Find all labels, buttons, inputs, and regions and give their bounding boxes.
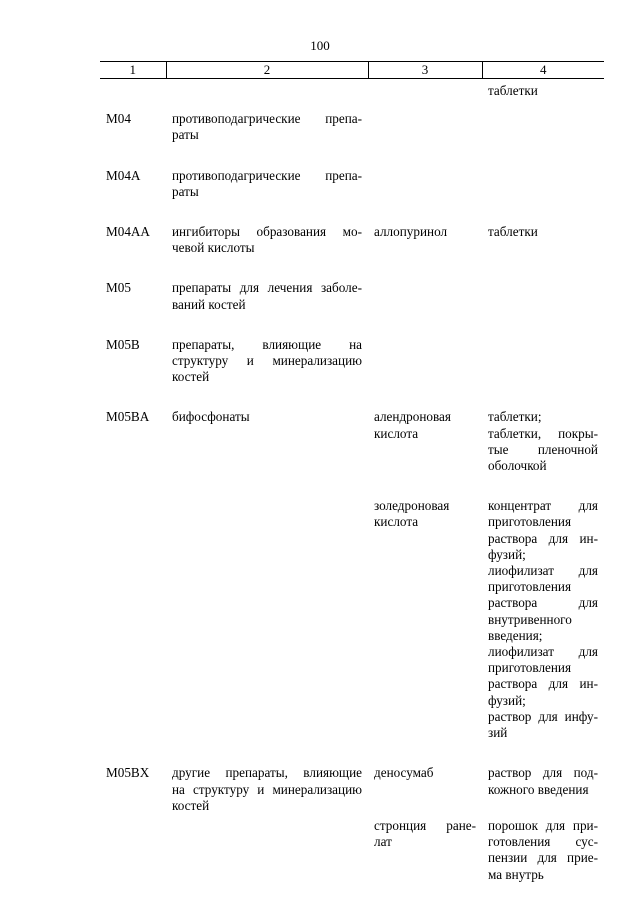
drug-name [368,79,482,112]
atc-code-text: M05 [106,280,131,296]
drug-name [368,765,482,818]
drug-name [368,168,482,224]
dosage-form [482,168,604,224]
group-name [166,337,368,410]
drug-name-line: аллопуринол [374,224,448,240]
atc-code-text: M05BA [106,409,150,425]
group-name [166,818,368,883]
atc-code [100,280,166,336]
group-name-line: костей [172,369,210,385]
group-name [166,765,368,818]
dosage-form-line: пензии для прие- [488,850,598,866]
group-name [166,224,368,280]
dosage-form-line: приготовления [488,514,572,530]
atc-code-text: M04 [106,111,131,127]
group-name [166,111,368,167]
atc-code [100,498,166,765]
dosage-form-line: порошок для при- [488,817,598,833]
drug-name-line: алендроновая [374,409,451,425]
dosage-form [482,409,604,498]
dosage-form-line: лиофилизат для [488,644,598,660]
drug-name [368,224,482,280]
dosage-form-line: таблетки [488,83,538,98]
group-name-line: на структуру и минерализацию [172,781,362,797]
group-name [166,168,368,224]
page-number: 100 [310,38,330,53]
table-row [100,280,604,336]
atc-code [100,111,166,167]
drug-name [368,280,482,336]
table-row [100,224,604,280]
dosage-form-line: тые пленочной [488,441,598,457]
group-name-line: структуру и минерализацию [172,353,362,369]
drug-name [368,409,482,498]
dosage-form [482,818,604,883]
dosage-form-line: введения; [488,627,543,643]
drug-name-line: стронция ране- [374,817,476,833]
atc-code-text: M04A [106,167,141,183]
atc-code [100,224,166,280]
table-row [100,498,604,765]
drug-name-line: кислота [374,425,419,441]
dosage-form-line: фузий; [488,692,526,708]
drug-name-line: золедроновая [374,498,450,514]
dosage-form-line: раствора для ин- [488,676,598,692]
dosage-form [482,111,604,167]
group-name [166,498,368,765]
dosage-form-line: таблетки [488,224,538,240]
dosage-form-line: ма внутрь [488,866,544,882]
group-name-line: раты [172,127,199,143]
group-name-line: чевой кислоты [172,240,255,256]
column-header-4: 4 [482,62,604,79]
dosage-form-line: раствора для [488,595,598,611]
drug-name [368,818,482,883]
group-name-line: костей [172,797,210,813]
dosage-form-line: готовления сус- [488,834,598,850]
dosage-form-line: кожного введения [488,781,589,797]
group-name-line: ваний костей [172,296,246,312]
dosage-form [482,280,604,336]
dosage-form-line: приготовления [488,660,572,676]
drug-name-line: лат [374,834,392,850]
dosage-form-line: лиофилизат для [488,563,598,579]
table-row [100,168,604,224]
table-row [100,79,604,112]
group-name-line: раты [172,183,199,199]
dosage-form [482,79,604,112]
column-header-2: 2 [166,62,368,79]
dosage-form-line: раствор для под- [488,765,598,781]
column-header-1: 1 [100,62,166,79]
atc-code [100,409,166,498]
drug-name [368,498,482,765]
group-name [166,79,368,112]
drug-name-line: деносумаб [374,765,434,781]
atc-code [100,818,166,883]
drug-name [368,111,482,167]
dosage-form [482,765,604,818]
dosage-form [482,498,604,765]
dosage-form [482,337,604,410]
atc-code [100,168,166,224]
group-name-line: противоподагрические препа- [172,111,362,127]
column-header-3: 3 [368,62,482,79]
table-row [100,818,604,883]
dosage-form-line: внутривенного [488,611,572,627]
atc-code [100,337,166,410]
dosage-form-line: таблетки; [488,409,542,425]
table-row [100,765,604,818]
drug-table [100,61,604,883]
dosage-form-line: фузий; [488,546,526,562]
group-name [166,409,368,498]
dosage-form [482,224,604,280]
group-name-line: другие препараты, влияющие [172,765,362,781]
atc-code [100,79,166,112]
atc-code-text: M05BX [106,765,150,781]
group-name-line: препараты, влияющие на [172,336,362,352]
dosage-form-line: зий [488,725,508,741]
dosage-form-line: оболочкой [488,458,547,474]
atc-code-text: M04AA [106,224,150,240]
group-name [166,280,368,336]
dosage-form-line: концентрат для [488,498,598,514]
dosage-form-line: раствор для инфу- [488,708,598,724]
group-name-line: противоподагрические препа- [172,167,362,183]
dosage-form-line: приготовления [488,579,572,595]
group-name-line: ингибиторы образования мо- [172,224,362,240]
atc-code [100,765,166,818]
table-row [100,409,604,498]
group-name-line: бифосфонаты [172,409,250,425]
atc-code-text: M05B [106,336,140,352]
table-row [100,337,604,410]
table-header-row [100,62,604,79]
dosage-form-line: раствора для ин- [488,530,598,546]
drug-name-line: кислота [374,514,419,530]
table-row [100,111,604,167]
group-name-line: препараты для лечения заболе- [172,280,362,296]
dosage-form-line: таблетки, покры- [488,425,598,441]
drug-name [368,337,482,410]
